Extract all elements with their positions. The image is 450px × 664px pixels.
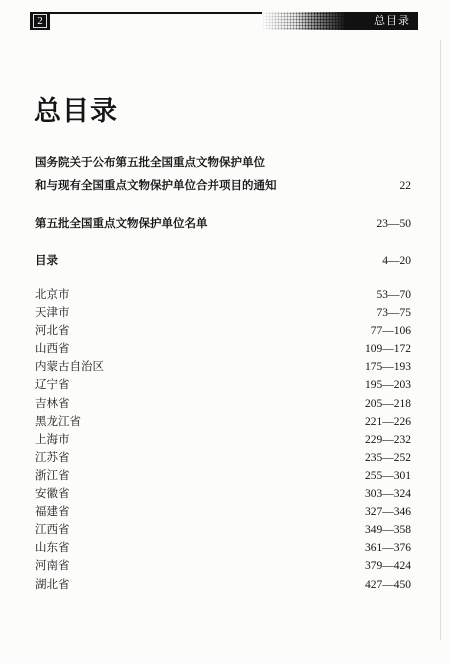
province-name: 吉林省 — [35, 397, 70, 410]
province-name: 上海市 — [35, 433, 70, 446]
list-item — [35, 539, 411, 557]
province-pages: 361—376 — [365, 542, 411, 555]
province-name: 天津市 — [35, 307, 70, 320]
toc-entry-label: 目录 — [35, 255, 58, 267]
province-name: 江西省 — [35, 524, 70, 537]
list-item — [35, 431, 411, 449]
toc-entry-list — [35, 216, 411, 232]
toc-entry-label-line-1: 国务院关于公布第五批全国重点文物保护单位 — [35, 157, 265, 169]
province-pages: 73—75 — [376, 307, 411, 320]
toc-entry-label: 第五批全国重点文物保护单位名单 — [35, 218, 208, 230]
toc-entry-contents — [35, 253, 411, 269]
province-pages: 349—358 — [365, 524, 411, 537]
province-name: 河北省 — [35, 325, 70, 338]
list-item — [35, 358, 411, 376]
list-item — [35, 485, 411, 503]
list-item — [35, 521, 411, 539]
province-pages: 379—424 — [365, 560, 411, 573]
running-header — [30, 12, 418, 30]
list-item — [35, 286, 411, 304]
page-number: 2 — [37, 15, 43, 27]
province-pages: 303—324 — [365, 488, 411, 501]
province-pages: 427—450 — [365, 578, 411, 591]
province-pages: 221—226 — [365, 415, 411, 428]
toc-entry-pages: 4—20 — [382, 255, 411, 267]
province-name: 北京市 — [35, 289, 70, 301]
list-item — [35, 340, 411, 358]
province-pages: 77—106 — [370, 325, 411, 338]
toc-entry-pages: 22 — [399, 180, 411, 192]
list-item — [35, 395, 411, 413]
toc-entry-pages: 23—50 — [376, 218, 411, 230]
province-name: 河南省 — [35, 560, 70, 573]
province-pages: 229—232 — [365, 433, 411, 446]
province-pages: 53—70 — [376, 289, 411, 301]
province-name: 山东省 — [35, 542, 70, 555]
list-item — [35, 322, 411, 340]
toc-entry-notice — [35, 152, 411, 198]
list-item — [35, 413, 411, 431]
province-pages: 175—193 — [365, 361, 411, 374]
province-pages: 235—252 — [365, 451, 411, 464]
province-name: 山西省 — [35, 343, 70, 356]
list-item — [35, 576, 411, 594]
list-item — [35, 376, 411, 394]
province-pages: 205—218 — [365, 397, 411, 410]
toc-entry-label-line-2: 和与现有全国重点文物保护单位合并项目的通知 — [35, 180, 277, 192]
province-name: 辽宁省 — [35, 379, 70, 392]
header-halftone-gradient — [262, 12, 346, 30]
page-number-box — [30, 12, 50, 30]
province-name: 内蒙古自治区 — [35, 361, 104, 374]
list-item — [35, 557, 411, 575]
province-pages: 109—172 — [365, 343, 411, 356]
page-title: 总目录 — [34, 96, 118, 126]
province-name: 浙江省 — [35, 469, 70, 482]
province-name: 福建省 — [35, 506, 70, 519]
list-item — [35, 467, 411, 485]
header-section-title: 总目录 — [374, 15, 410, 27]
page-number-frame — [33, 14, 47, 28]
header-title-block — [345, 12, 418, 30]
list-item — [35, 503, 411, 521]
list-item — [35, 304, 411, 322]
province-pages: 195—203 — [365, 379, 411, 392]
province-name: 黑龙江省 — [35, 415, 81, 428]
list-item — [35, 449, 411, 467]
toc-entry-label — [35, 152, 277, 198]
scan-edge-line — [440, 40, 441, 640]
province-name: 湖北省 — [35, 578, 70, 591]
province-pages: 255—301 — [365, 469, 411, 482]
province-list — [35, 286, 411, 594]
province-name: 安徽省 — [35, 488, 70, 501]
province-pages: 327—346 — [365, 506, 411, 519]
province-name: 江苏省 — [35, 451, 70, 464]
